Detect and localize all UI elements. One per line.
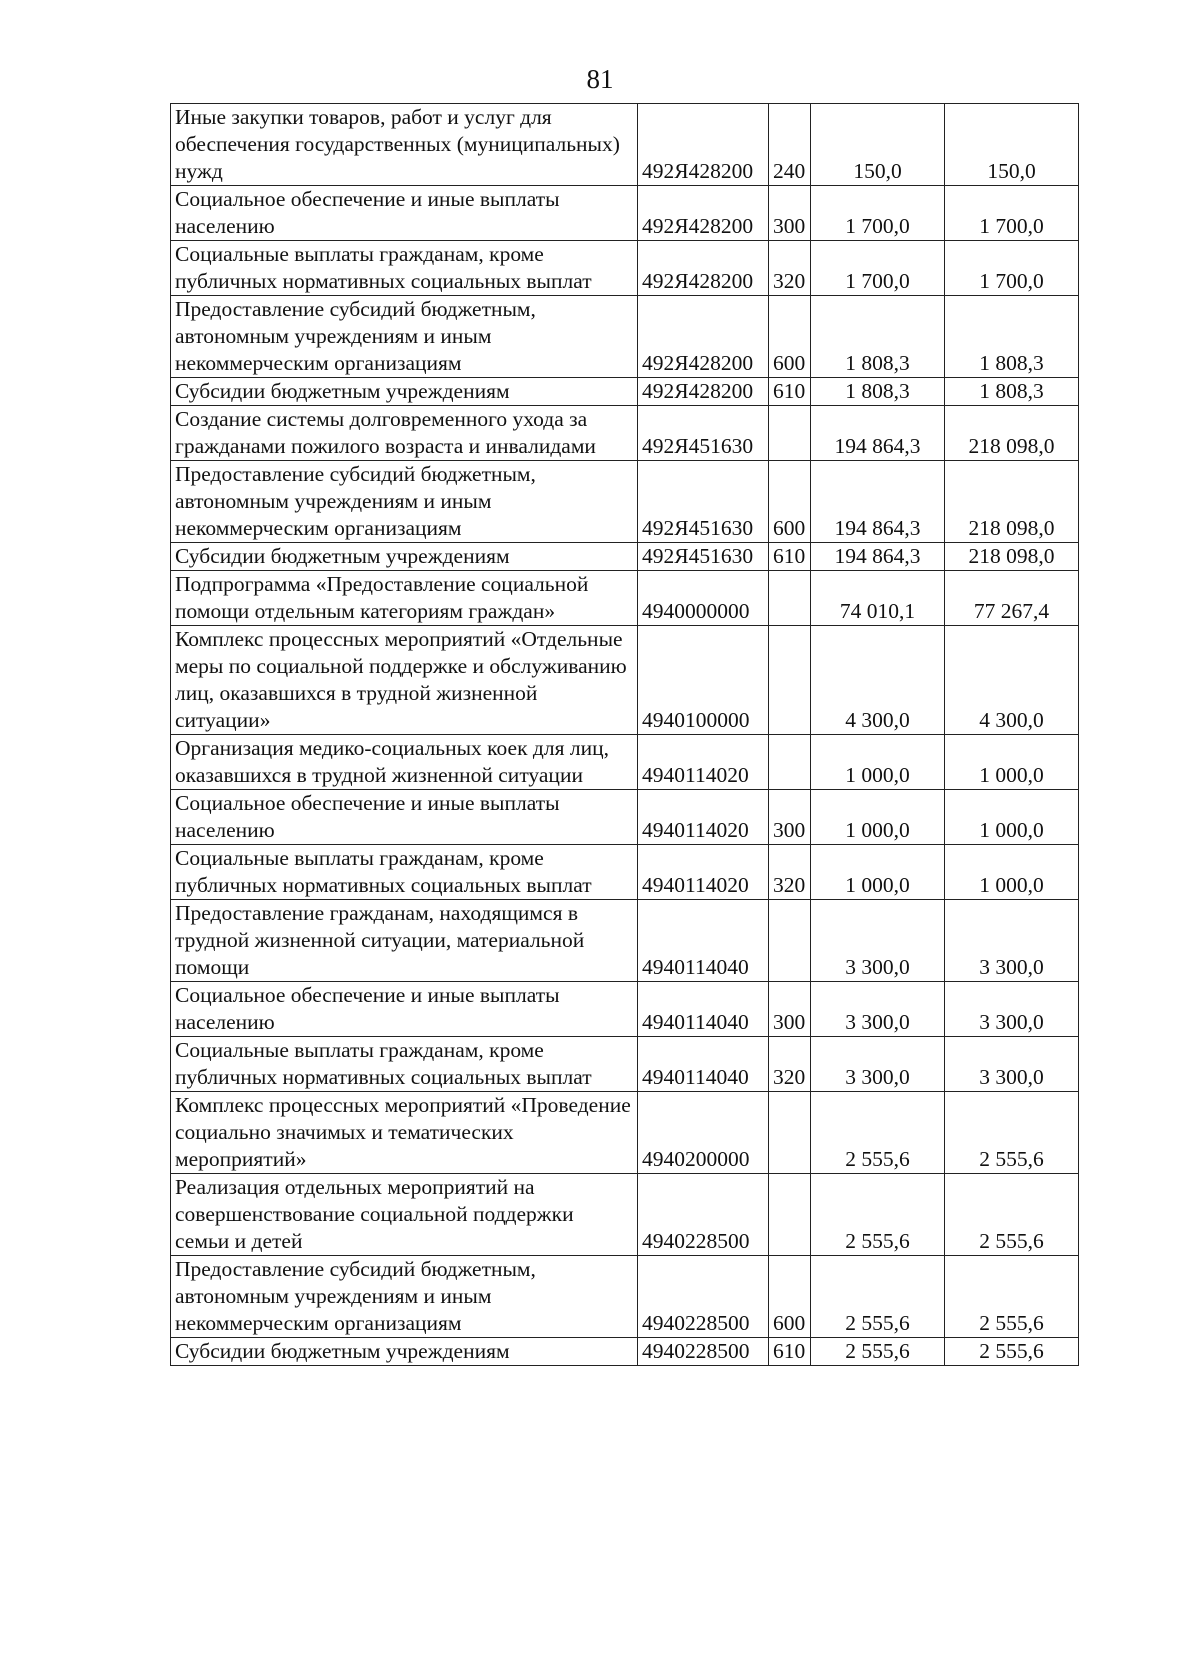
table-row — [171, 735, 1079, 790]
target-code-cell: 492Я428200 — [638, 104, 769, 186]
table-row — [171, 900, 1079, 982]
amount-year-1-cell: 3 300,0 — [811, 900, 945, 982]
amount-year-2-cell: 1 700,0 — [945, 186, 1079, 241]
expense-type-cell: 320 — [769, 241, 811, 296]
amount-year-1-cell: 74 010,1 — [811, 571, 945, 626]
row-name-cell: Создание системы долговременного ухода за гражданами пожилого возраста и инвалидами — [171, 406, 638, 461]
expense-type-cell: 300 — [769, 186, 811, 241]
amount-year-1-cell: 1 808,3 — [811, 378, 945, 406]
target-code-cell: 4940114040 — [638, 900, 769, 982]
amount-year-1-cell: 1 000,0 — [811, 735, 945, 790]
target-code-cell: 4940114020 — [638, 735, 769, 790]
table-row — [171, 1037, 1079, 1092]
target-code-cell: 4940228500 — [638, 1174, 769, 1256]
budget-table-body — [171, 104, 1079, 1366]
expense-type-cell — [769, 626, 811, 735]
row-name-cell: Социальные выплаты гражданам, кроме публичных нормативных социальных выплат — [171, 1037, 638, 1092]
expense-type-cell — [769, 735, 811, 790]
expense-type-cell: 600 — [769, 296, 811, 378]
row-name-cell: Субсидии бюджетным учреждениям — [171, 378, 638, 406]
expense-type-cell: 320 — [769, 845, 811, 900]
target-code-cell: 492Я428200 — [638, 378, 769, 406]
amount-year-1-cell: 2 555,6 — [811, 1338, 945, 1366]
table-row — [171, 571, 1079, 626]
amount-year-2-cell: 1 000,0 — [945, 735, 1079, 790]
amount-year-1-cell: 2 555,6 — [811, 1092, 945, 1174]
amount-year-2-cell: 2 555,6 — [945, 1338, 1079, 1366]
amount-year-2-cell: 3 300,0 — [945, 1037, 1079, 1092]
expense-type-cell: 320 — [769, 1037, 811, 1092]
amount-year-1-cell: 1 000,0 — [811, 845, 945, 900]
amount-year-2-cell: 1 000,0 — [945, 845, 1079, 900]
row-name-cell: Социальное обеспечение и иные выплаты населению — [171, 982, 638, 1037]
amount-year-1-cell: 1 700,0 — [811, 186, 945, 241]
row-name-cell: Социальные выплаты гражданам, кроме публичных нормативных социальных выплат — [171, 845, 638, 900]
target-code-cell: 492Я451630 — [638, 461, 769, 543]
table-row — [171, 845, 1079, 900]
amount-year-2-cell: 4 300,0 — [945, 626, 1079, 735]
amount-year-2-cell: 3 300,0 — [945, 900, 1079, 982]
amount-year-1-cell: 3 300,0 — [811, 1037, 945, 1092]
target-code-cell: 4940114040 — [638, 982, 769, 1037]
expense-type-cell — [769, 1174, 811, 1256]
table-row — [171, 982, 1079, 1037]
amount-year-1-cell: 2 555,6 — [811, 1256, 945, 1338]
amount-year-2-cell: 2 555,6 — [945, 1256, 1079, 1338]
table-row — [171, 1256, 1079, 1338]
amount-year-2-cell: 218 098,0 — [945, 543, 1079, 571]
table-row — [171, 406, 1079, 461]
row-name-cell: Комплекс процессных мероприятий «Проведение социально значимых и тематических мероприятий» — [171, 1092, 638, 1174]
amount-year-1-cell: 1 000,0 — [811, 790, 945, 845]
target-code-cell: 4940114020 — [638, 845, 769, 900]
amount-year-1-cell: 2 555,6 — [811, 1174, 945, 1256]
table-row — [171, 543, 1079, 571]
table-row — [171, 461, 1079, 543]
amount-year-2-cell: 1 000,0 — [945, 790, 1079, 845]
amount-year-1-cell: 194 864,3 — [811, 406, 945, 461]
table-row — [171, 1174, 1079, 1256]
table-row — [171, 790, 1079, 845]
table-row — [171, 378, 1079, 406]
row-name-cell: Социальные выплаты гражданам, кроме публичных нормативных социальных выплат — [171, 241, 638, 296]
amount-year-2-cell: 2 555,6 — [945, 1174, 1079, 1256]
row-name-cell: Иные закупки товаров, работ и услуг для обеспечения государственных (муниципальных) нужд — [171, 104, 638, 186]
row-name-cell: Реализация отдельных мероприятий на совершенствование социальной поддержки семьи и детей — [171, 1174, 638, 1256]
page-number: 81 — [586, 64, 614, 94]
table-row — [171, 1338, 1079, 1366]
target-code-cell: 492Я428200 — [638, 186, 769, 241]
amount-year-2-cell: 218 098,0 — [945, 461, 1079, 543]
expense-type-cell: 300 — [769, 790, 811, 845]
row-name-cell: Комплекс процессных мероприятий «Отдельные меры по социальной поддержке и обслуживанию лиц, оказавшихся в трудной жизненной ситуации» — [171, 626, 638, 735]
amount-year-2-cell: 2 555,6 — [945, 1092, 1079, 1174]
table-row — [171, 104, 1079, 186]
target-code-cell: 4940100000 — [638, 626, 769, 735]
target-code-cell: 4940000000 — [638, 571, 769, 626]
expense-type-cell: 240 — [769, 104, 811, 186]
expense-type-cell: 300 — [769, 982, 811, 1037]
amount-year-2-cell: 1 808,3 — [945, 296, 1079, 378]
row-name-cell: Субсидии бюджетным учреждениям — [171, 543, 638, 571]
amount-year-1-cell: 1 808,3 — [811, 296, 945, 378]
amount-year-2-cell: 1 700,0 — [945, 241, 1079, 296]
amount-year-1-cell: 3 300,0 — [811, 982, 945, 1037]
expense-type-cell — [769, 1092, 811, 1174]
row-name-cell: Организация медико-социальных коек для лиц, оказавшихся в трудной жизненной ситуации — [171, 735, 638, 790]
target-code-cell: 492Я428200 — [638, 296, 769, 378]
expense-type-cell — [769, 406, 811, 461]
budget-table — [170, 103, 1079, 1366]
target-code-cell: 492Я451630 — [638, 406, 769, 461]
amount-year-2-cell: 77 267,4 — [945, 571, 1079, 626]
amount-year-2-cell: 1 808,3 — [945, 378, 1079, 406]
row-name-cell: Социальное обеспечение и иные выплаты населению — [171, 186, 638, 241]
row-name-cell: Субсидии бюджетным учреждениям — [171, 1338, 638, 1366]
expense-type-cell: 610 — [769, 378, 811, 406]
target-code-cell: 4940114020 — [638, 790, 769, 845]
row-name-cell: Предоставление гражданам, находящимся в трудной жизненной ситуации, материальной помощи — [171, 900, 638, 982]
target-code-cell: 4940228500 — [638, 1338, 769, 1366]
amount-year-2-cell: 150,0 — [945, 104, 1079, 186]
expense-type-cell: 600 — [769, 1256, 811, 1338]
row-name-cell: Подпрограмма «Предоставление социальной помощи отдельным категориям граждан» — [171, 571, 638, 626]
target-code-cell: 4940200000 — [638, 1092, 769, 1174]
amount-year-1-cell: 1 700,0 — [811, 241, 945, 296]
amount-year-1-cell: 150,0 — [811, 104, 945, 186]
table-row — [171, 186, 1079, 241]
target-code-cell: 492Я451630 — [638, 543, 769, 571]
amount-year-1-cell: 4 300,0 — [811, 626, 945, 735]
row-name-cell: Предоставление субсидий бюджетным, автономным учреждениям и иным некоммерческим организациям — [171, 296, 638, 378]
amount-year-2-cell: 218 098,0 — [945, 406, 1079, 461]
expense-type-cell — [769, 900, 811, 982]
row-name-cell: Предоставление субсидий бюджетным, автономным учреждениям и иным некоммерческим организациям — [171, 1256, 638, 1338]
expense-type-cell: 600 — [769, 461, 811, 543]
table-row — [171, 1092, 1079, 1174]
expense-type-cell — [769, 571, 811, 626]
table-row — [171, 296, 1079, 378]
expense-type-cell: 610 — [769, 543, 811, 571]
table-row — [171, 626, 1079, 735]
expense-type-cell: 610 — [769, 1338, 811, 1366]
amount-year-1-cell: 194 864,3 — [811, 543, 945, 571]
table-row — [171, 241, 1079, 296]
target-code-cell: 4940114040 — [638, 1037, 769, 1092]
target-code-cell: 4940228500 — [638, 1256, 769, 1338]
amount-year-2-cell: 3 300,0 — [945, 982, 1079, 1037]
row-name-cell: Предоставление субсидий бюджетным, автономным учреждениям и иным некоммерческим организациям — [171, 461, 638, 543]
amount-year-1-cell: 194 864,3 — [811, 461, 945, 543]
target-code-cell: 492Я428200 — [638, 241, 769, 296]
row-name-cell: Социальное обеспечение и иные выплаты населению — [171, 790, 638, 845]
